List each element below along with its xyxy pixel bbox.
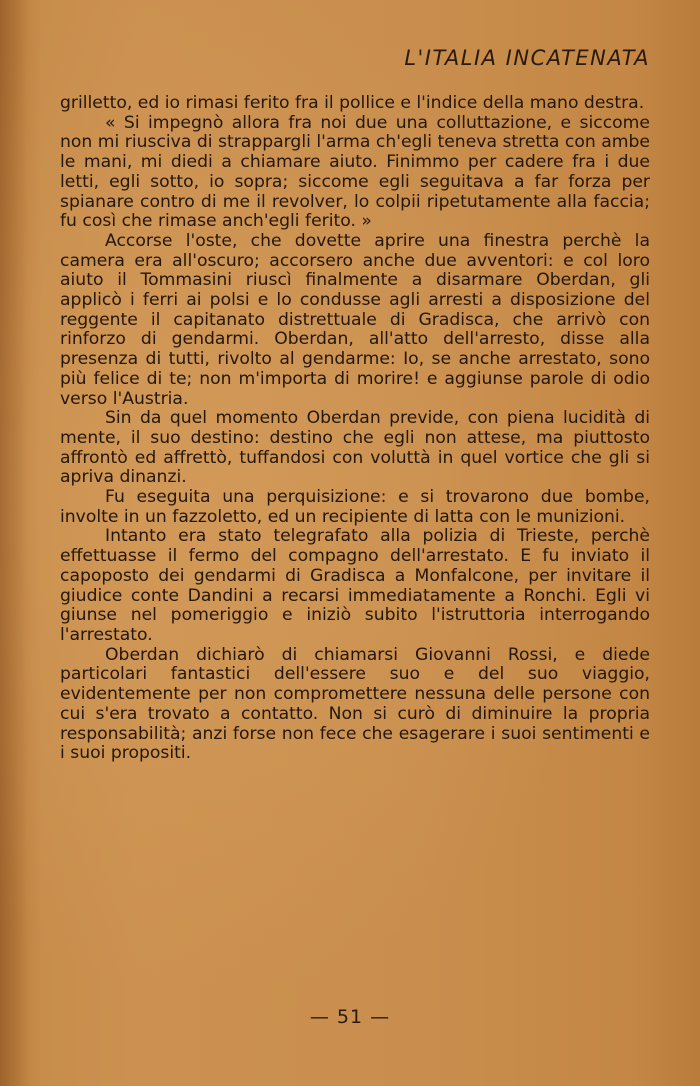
running-head: L'ITALIA INCATENATA — [404, 46, 650, 70]
paragraph-destiny: Sin da quel momento Oberdan previde, con piena lucidità di mente, il suo destino: destino che egli non attese, ma piuttosto affrontò ed affrettò, tuffandosi con voluttà in quel vortice che gli si apriva dinanzi. — [60, 408, 650, 488]
paragraph-quote: « Si impegnò allora fra noi due una colluttazione, e siccome non mi riusciva di strappargli l'arma ch'egli teneva stretta con ambe le mani, mi diedi a chiamare aiuto. Finimmo per cadere fra i due letti, egli sotto, io sopra; siccome egli seguitava a far forza per spianare contro di me il revolver, lo colpii ripetutamente alla faccia; fu così che rimase anch'egli ferito. » — [60, 112, 650, 232]
paragraph-telegraph: Intanto era stato telegrafato alla polizia di Trieste, perchè effettuasse il fermo del compagno dell'arrestato. E fu inviato il capoposto dei gendarmi di Gradisca a Monfalcone, per invitare il giudice conte Dandini a recarsi immediatamente a Ronchi. Egli vi giunse nel pomeriggio e iniziò subito l'istruttoria interrogando l'arrestato. — [60, 526, 650, 645]
paragraph-search: Fu eseguita una perquisizione: e si trovarono due bombe, involte in un fazzoletto, ed un recipiente di latta con le munizioni. — [60, 487, 650, 527]
body-text — [60, 94, 650, 764]
paragraph-continued: grilletto, ed io rimasi ferito fra il pollice e l'indice della mano destra. — [60, 93, 645, 113]
page-number: — 51 — — [309, 1006, 391, 1028]
page-edge-shadow — [0, 0, 28, 1086]
paragraph-declaration: Oberdan dichiarò di chiamarsi Giovanni Rossi, e diede particolari fantastici dell'essere suo e del suo viaggio, evidentemente per non compromettere nessuna delle persone con cui s'era trovato a contatto. Non si curò di diminuire la propria responsabilità; anzi forse non fece che esagerare i suoi sentimenti e i suoi propositi. — [60, 644, 650, 764]
paragraph-arrest: Accorse l'oste, che dovette aprire una finestra perchè la camera era all'oscuro; accorsero anche due avventori: e col loro aiuto il Tommasini riuscì finalmente a disarmare Oberdan, gli applicò i ferri ai polsi e lo condusse agli arresti a disposizione del reggente il capitanato distrettuale di Gradisca, che arrivò con rinforzo di gendarmi. Oberdan, all'atto dell'arresto, disse alla presenza di tutti, rivolto al gendarme: Io, se anche arrestato, sono più felice di te; non m'importa di morire! e aggiunse parole di odio verso l'Austria. — [60, 230, 650, 409]
